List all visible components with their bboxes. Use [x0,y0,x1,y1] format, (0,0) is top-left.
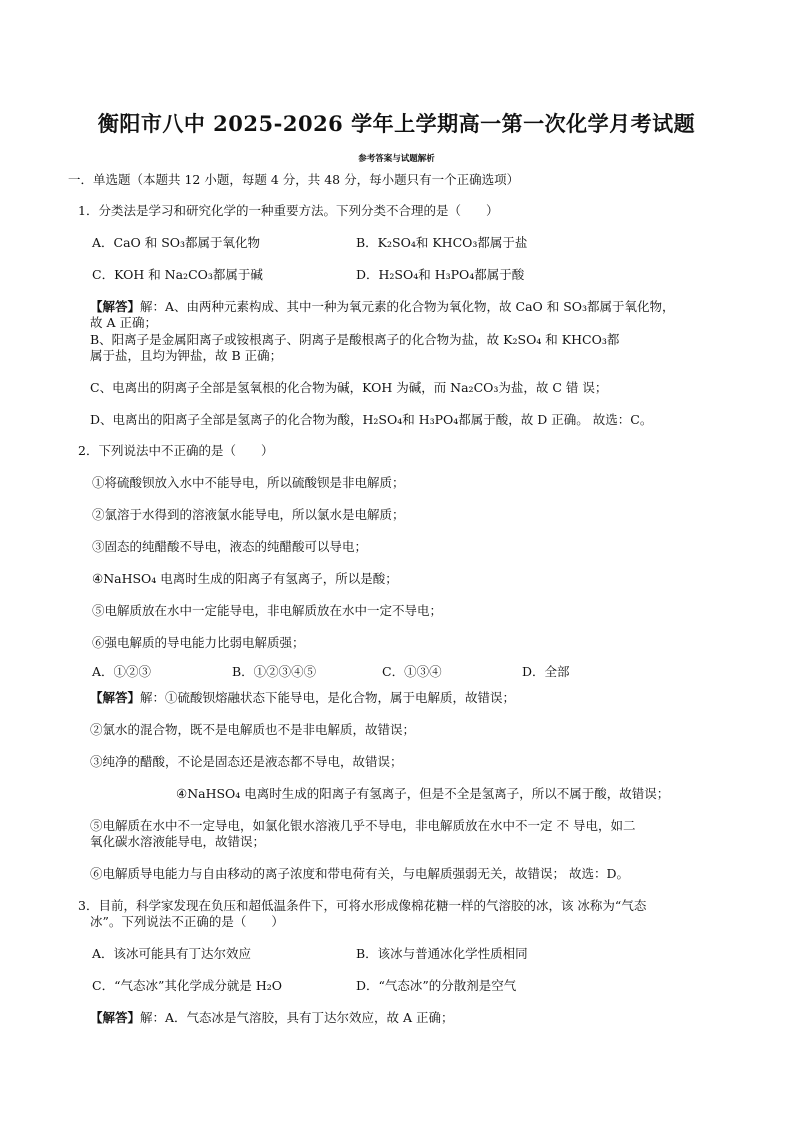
question-3-option-c: C．“气态冰”其化学成分就是 H₂O [92,978,282,993]
section-heading: 一．单选题（本题共 12 小题，每题 4 分，共 48 分，每小题只有一个正确选项） [68,172,520,187]
answer-tag: 【解答】 [90,690,141,705]
question-3-stem-line-2: 冰”。下列说法不正确的是（ ） [90,914,284,929]
page-title: 衡阳市八中 2025-2026 学年上学期高一第一次化学月考试题 [97,111,696,136]
answer-text: 解：A、由两种元素构成、其中一种为氧元素的化合物为氧化物，故 CaO 和 SO₃都属于氧化物， [140,299,675,314]
question-2-answer-line-3: ③纯净的醋酸，不论是固态还是液态都不导电，故错误； [90,754,403,769]
answer-tag: 【解答】 [90,299,141,314]
question-2-statement-3: ③固态的纯醋酸不导电，液态的纯醋酸可以导电； [92,539,368,554]
question-1-option-b: B．K₂SO₄和 KHCO₃都属于盐 [356,235,528,250]
question-1-answer-line-6: D、电离出的阳离子全部是氢离子的化合物为酸，H₂SO₄和 H₃PO₄都属于酸，故 D 正确。 故选：C。 [90,412,653,427]
question-2-statement-5: ⑤电解质放在水中一定能导电，非电解质放在水中一定不导电； [92,603,443,618]
question-1-option-d: D．H₂SO₄和 H₃PO₄都属于酸 [356,267,525,282]
question-2-statement-6: ⑥强电解质的导电能力比弱电解质强； [92,635,305,650]
question-1-answer-line-1 [90,299,675,315]
question-2-answer-line-4: ④NaHSO₄ 电离时生成的阳离子有氢离子，但是不全是氢离子，所以不属于酸，故错误； [176,786,670,801]
question-1-option-c: C．KOH 和 Na₂CO₃都属于碱 [92,267,263,282]
question-2-answer-line-7: ⑥电解质导电能力与自由移动的离子浓度和带电荷有关，与电解质强弱无关，故错误； 故选：D。 [90,866,629,881]
answer-text: 解：①硫酸钡熔融状态下能导电，是化合物，属于电解质，故错误； [140,690,516,705]
question-2-answer-line-6: 氧化碳水溶液能导电，故错误； [90,834,266,849]
answer-text: 解：A．气态冰是气溶胶，具有丁达尔效应，故 A 正确； [140,1010,454,1025]
question-3-option-a: A．该冰可能具有丁达尔效应 [92,946,252,961]
question-2-statement-4: ④NaHSO₄ 电离时生成的阳离子有氢离子，所以是酸； [92,571,398,586]
question-2-answer-line-5: ⑤电解质在水中不一定导电，如氯化银水溶液几乎不导电，非电解质放在水中不一定 不 导电，如二 [90,818,636,833]
question-1-answer-line-4: 属于盐，且均为钾盐，故 B 正确； [90,348,283,363]
question-2-answer-line-2: ②氯水的混合物，既不是电解质也不是非电解质，故错误； [90,722,416,737]
question-1-option-a: A．CaO 和 SO₃都属于氧化物 [92,235,261,250]
question-2-option-a: A．①②③ [92,664,152,679]
question-1-answer-line-5: C、电离出的阴离子全部是氢氧根的化合物为碱，KOH 为碱，而 Na₂CO₃为盐，故 C 错 误； [90,380,608,395]
question-2-statement-2: ②氯溶于水得到的溶液氯水能导电，所以氯水是电解质； [92,507,405,522]
question-2-option-b: B．①②③④⑤ [232,664,317,679]
question-3-option-d: D．“气态冰”的分散剂是空气 [356,978,517,993]
question-2-option-c: C．①③④ [382,664,442,679]
question-1-stem: 1．分类法是学习和研究化学的一种重要方法。下列分类不合理的是（ ） [78,203,499,218]
question-3-answer-line-1 [90,1010,454,1026]
question-2-option-d: D．全部 [522,664,570,679]
page-subtitle: 参考答案与试题解析 [358,154,435,164]
answer-tag: 【解答】 [90,1010,141,1025]
question-3-stem-line-1: 3．目前，科学家发现在负压和超低温条件下，可将水形成像棉花糖一样的气溶胶的冰，该 冰称为“气态 [78,898,647,913]
question-2-statement-1: ①将硫酸钡放入水中不能导电，所以硫酸钡是非电解质； [92,475,405,490]
question-2-answer-line-1 [90,690,515,706]
question-1-answer-line-3: B、阳离子是金属阳离子或铵根离子、阴离子是酸根离子的化合物为盐，故 K₂SO₄ 和 KHCO₃都 [90,332,620,347]
question-3-option-b: B．该冰与普通冰化学性质相同 [356,946,528,961]
question-2-stem: 2．下列说法中不正确的是（ ） [78,443,274,458]
question-1-answer-line-2: 故 A 正确； [90,315,157,330]
